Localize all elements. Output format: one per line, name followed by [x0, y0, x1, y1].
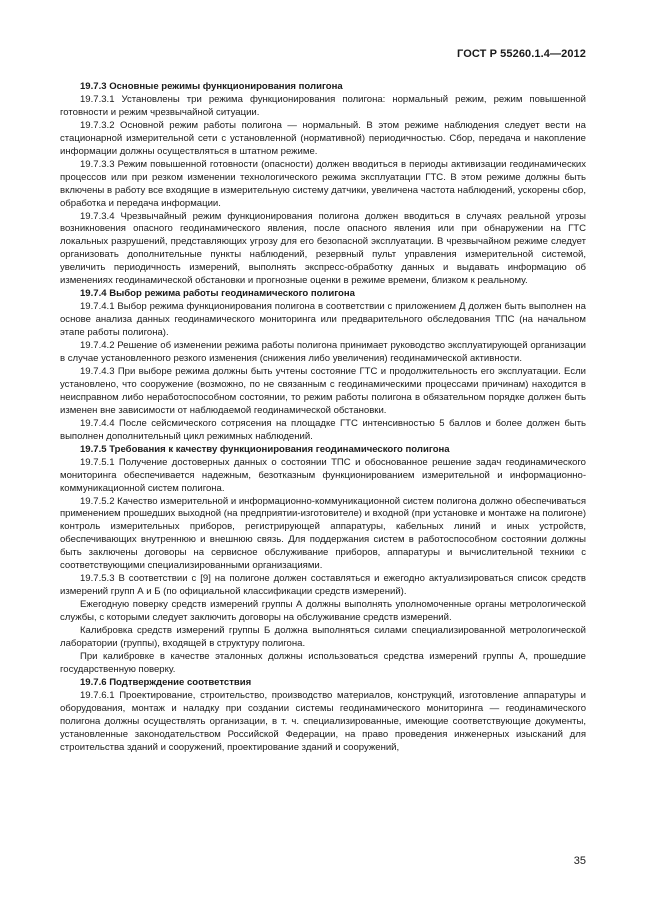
paragraph: 19.7.5.1 Получение достоверных данных о состоянии ТПС и обоснованное решение задач геодинамического мониторинга обеспечивается надежным, безотказным функционированием измерительной и информационно-коммуникационной систем полигона. — [60, 456, 586, 494]
paragraph: 19.7.5.2 Качество измерительной и информационно-коммуникационной систем полигона должно обеспечиваться применением прошедших выходной (на предприятии-изготовителе) и входной (при установке и монтаже на полигоне) контроль измерительных приборов, регистрирующей аппаратуры, кабельных линий и иных устройств, обеспечивающих внутреннюю и внешнюю связь. Для поддержания систем в работоспособном состоянии должны быть заключены договоры на сервисное обслуживание приборов, аппаратуры и вычислительной техники с соответствующими специализированными организациями. — [60, 495, 586, 572]
paragraph: 19.7.6.1 Проектирование, строительство, производство материалов, конструкций, изготовление аппаратуры и оборудования, монтаж и наладку при создании системы геодинамического мониторинга — геодинамического полигона должны осуществлять организации, в т. ч. специализированные, имеющие соответствующие документы, установленные законодательством Российской Федерации, на право проведения инженерных изысканий для строительства зданий и сооружений, проектирование зданий и сооружений, — [60, 689, 586, 753]
paragraph: 19.7.4.3 При выборе режима должны быть учтены состояние ГТС и продолжительность его эксплуатации. Если установлено, что сооружение (возможно, по не связанным с геодинамическими процессами причинам) находится в неисправном либо неработоспособном состоянии, то режим работы полигона в обязательном порядке должен быть изменен вне зависимости от наблюдаемой геодинамической обстановки. — [60, 365, 586, 416]
paragraph: 19.7.4.4 После сейсмического сотрясения на площадке ГТС интенсивностью 5 баллов и более должен быть выполнен дополнительный цикл режимных наблюдений. — [60, 417, 586, 442]
section-heading: 19.7.4 Выбор режима работы геодинамического полигона — [80, 288, 355, 300]
paragraph: 19.7.5.3 В соответствии с [9] на полигоне должен составляться и ежегодно актуализироваться список средств измерений групп А и Б (по официальной классификации средств измерений). — [60, 573, 586, 598]
paragraph: 19.7.3.2 Основной режим работы полигона — нормальный. В этом режиме наблюдения следует вести на стационарной измерительной сети с установленной (нормативной) периодичностью. Сбор, передача и накопление информации должны осуществляться в штатном режиме. — [60, 119, 586, 157]
paragraph: 19.7.3.4 Чрезвычайный режим функционирования полигона должен вводиться в случаях реальной угрозы возникновения опасного геодинамического явления, после опасного явления или при обнаружении на ГТС локальных разрушений, представляющих угрозу для его безопасной эксплуатации. В чрезвычайном режиме следует организовать дополнительные пункты наблюдений, резервный пульт управления измерительной системой, увеличить периодичность измерений, выполнять экспресс-обработку данных и выдавать информацию об изменениях геодинамической обстановки и прогнозные оценки в режиме времени, близком к реальному. — [60, 210, 586, 287]
paragraph: Калибровка средств измерений группы Б должна выполняться силами специализированной метрологической лаборатории (группы), входящей в структуру полигона. — [60, 625, 586, 649]
paragraph: При калибровке в качестве эталонных должны использоваться средства измерений группы А, прошедшие государственную поверку. — [60, 650, 586, 675]
paragraph: Ежегодную поверку средств измерений группы А должны выполнять уполномоченные органы метрологической службы, с которыми следует заключить договоры на обслуживание средств измерений. — [60, 599, 586, 624]
section-heading: 19.7.5 Требования к качеству функционирования геодинамического полигона — [80, 443, 450, 455]
paragraph: 19.7.4.1 Выбор режима функционирования полигона в соответствии с приложением Д должен быть выполнен на основе анализа данных геодинамического мониторинга или предварительного обследования ТПС (на начальном этапе работы полигона). — [60, 301, 586, 339]
section-heading: 19.7.6 Подтверждение соответствия — [80, 676, 252, 688]
section-heading: 19.7.3 Основные режимы функционирования полигона — [80, 81, 343, 92]
page-number: 35 — [573, 855, 586, 867]
paragraph: 19.7.4.2 Решение об изменении режима работы полигона принимает руководство эксплуатирующей организации в случае установленного резкого изменения (снижения либо увеличения) геодинамической активности. — [60, 340, 586, 365]
document-code: ГОСТ Р 55260.1.4—2012 — [457, 48, 586, 60]
paragraph: 19.7.3.3 Режим повышенной готовности (опасности) должен вводиться в периоды активизации геодинамических процессов или при резком изменении технологического режима эксплуатации ГТС. В этом режиме должны быть включены в работу все входящие в измерительную систему датчики, увеличена частота наблюдений, ускорены сбор, обработка и передача информации. — [60, 158, 586, 209]
paragraph: 19.7.3.1 Установлены три режима функционирования полигона: нормальный режим, режим повышенной готовности и режим чрезвычайной ситуации. — [60, 93, 586, 118]
document-body — [60, 81, 586, 755]
